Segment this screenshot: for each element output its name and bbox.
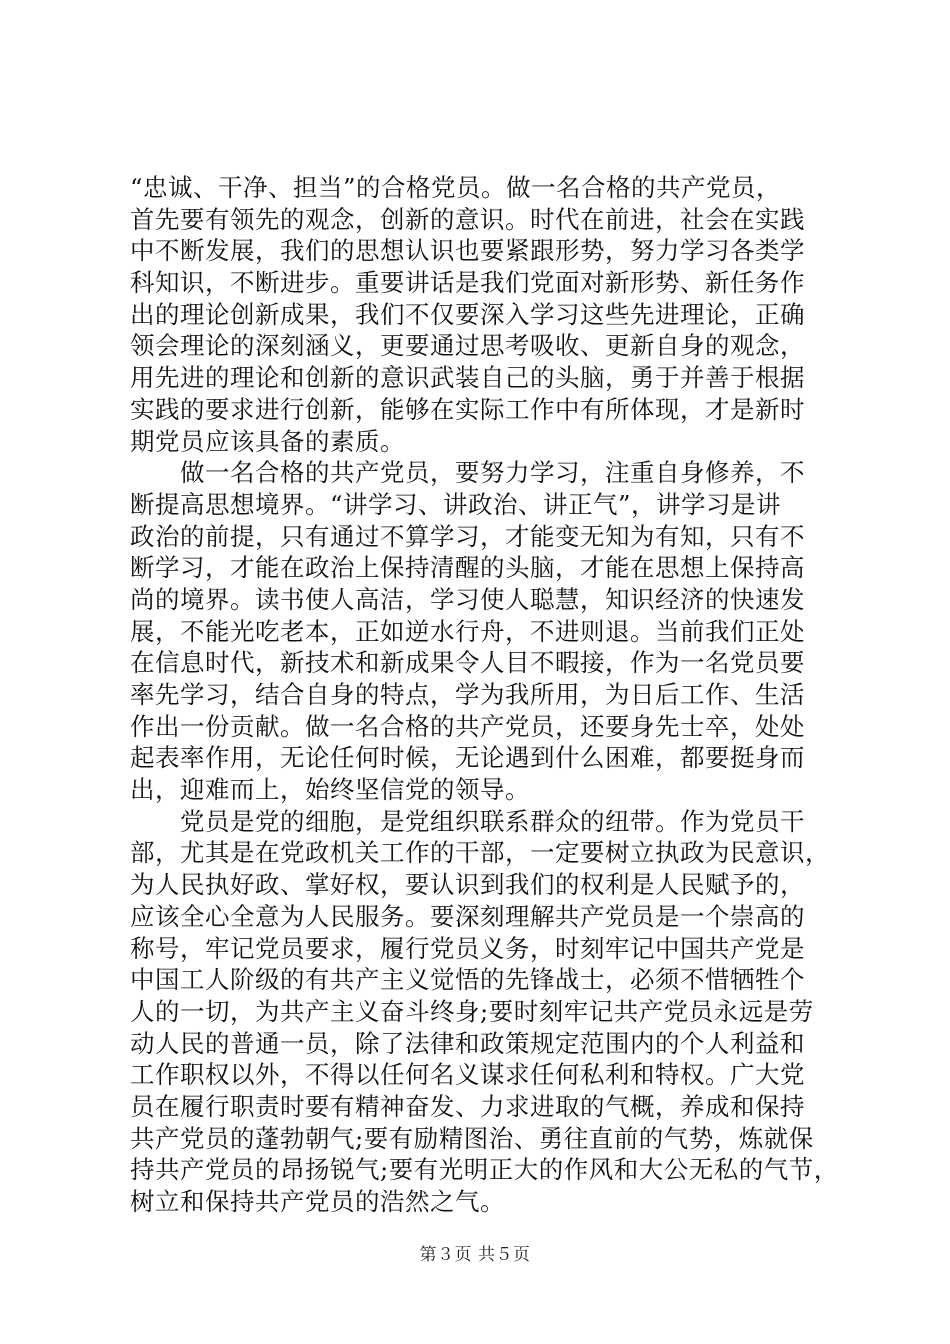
text-line: 在信息时代，新技术和新成果令人目不暇接，作为一名党员要 — [130, 648, 805, 678]
text-line: 率先学习，结合自身的特点，学为我所用，为日后工作、生活 — [130, 680, 805, 709]
text-line: 尚的境界。读书使人高洁，学习使人聪慧，知识经济的快速发 — [130, 584, 805, 614]
text-line: 政治的前提，只有通过不算学习，才能变无知为有知，只有不 — [130, 521, 805, 551]
text-line: 起表率作用，无论任何时候，无论遇到什么困难，都要挺身而 — [130, 743, 805, 773]
text-line: 树立和保持共产党员的浩然之气。 — [130, 1187, 505, 1216]
text-line: 称号，牢记党员要求，履行党员义务，时刻牢记中国共产党是 — [130, 933, 805, 963]
page-number-footer: 第３页 共５页 — [419, 1245, 531, 1265]
document-body — [130, 172, 839, 1218]
text-line: 中国工人阶级的有共产主义觉悟的先锋战士，必须不惜牺牲个 — [130, 965, 805, 995]
text-line: 应该全心全意为人民服务。要深刻理解共产党员是一个崇高的 — [130, 901, 805, 931]
text-line: 做一名合格的共产党员，要努力学习，注重自身修养，不 — [130, 458, 805, 488]
text-line: 员在履行职责时要有精神奋发、力求进取的气概，养成和保持 — [130, 1091, 805, 1121]
text-line: 中不断发展，我们的思想认识也要紧跟形势，努力学习各类学 — [130, 236, 805, 266]
text-line: 领会理论的深刻涵义，更要通过思考吸收、更新自身的观念， — [130, 331, 805, 361]
text-line: 断学习，才能在政治上保持清醒的头脑，才能在思想上保持高 — [130, 553, 805, 583]
text-line: 党员是党的细胞，是党组织联系群众的纽带。作为党员干 — [130, 806, 805, 836]
text-line: 用先进的理论和创新的意识武装自己的头脑，勇于并善于根据 — [130, 363, 805, 393]
text-line: 工作职权以外，不得以任何名义谋求任何私利和特权。广大党 — [130, 1060, 805, 1090]
text-line: 期党员应该具备的素质。 — [130, 426, 405, 456]
text-line: 人的一切，为共产主义奋斗终身;要时刻牢记共产党员永远是劳 — [130, 996, 814, 1026]
text-line: 首先要有领先的观念，创新的意识。时代在前进，社会在实践 — [130, 204, 805, 234]
text-line: 科知识，不断进步。重要讲话是我们党面对新形势、新任务作 — [130, 268, 805, 298]
text-line: 断提高思想境界。“讲学习、讲政治、讲正气”，讲学习是讲 — [130, 489, 782, 519]
text-line: 动人民的普通一员，除了法律和政策规定范围内的个人利益和 — [130, 1028, 805, 1058]
text-line: 展，不能光吃老本，正如逆水行舟，不进则退。当前我们正处 — [130, 616, 805, 646]
text-line: 为人民执好政、掌好权，要认识到我们的权利是人民赋予的， — [130, 870, 805, 900]
text-line: 作出一份贡献。做一名合格的共产党员，还要身先士卒，处处 — [130, 711, 805, 741]
text-line: 实践的要求进行创新，能够在实际工作中有所体现，才是新时 — [130, 394, 805, 424]
text-line: “忠诚、干净、担当”的合格党员。做一名合格的共产党员， — [130, 173, 782, 202]
text-line: 出，迎难而上，始终坚信党的领导。 — [130, 775, 530, 805]
text-line: 共产党员的蓬勃朝气;要有励精图治、勇往直前的气势，炼就保 — [130, 1123, 814, 1153]
text-line: 部，尤其是在党政机关工作的干部，一定要树立执政为民意识， — [130, 838, 830, 868]
text-line: 出的理论创新成果，我们不仅要深入学习这些先进理论，正确 — [130, 299, 805, 329]
text-line: 持共产党员的昂扬锐气;要有光明正大的作风和大公无私的气节， — [130, 1155, 839, 1185]
